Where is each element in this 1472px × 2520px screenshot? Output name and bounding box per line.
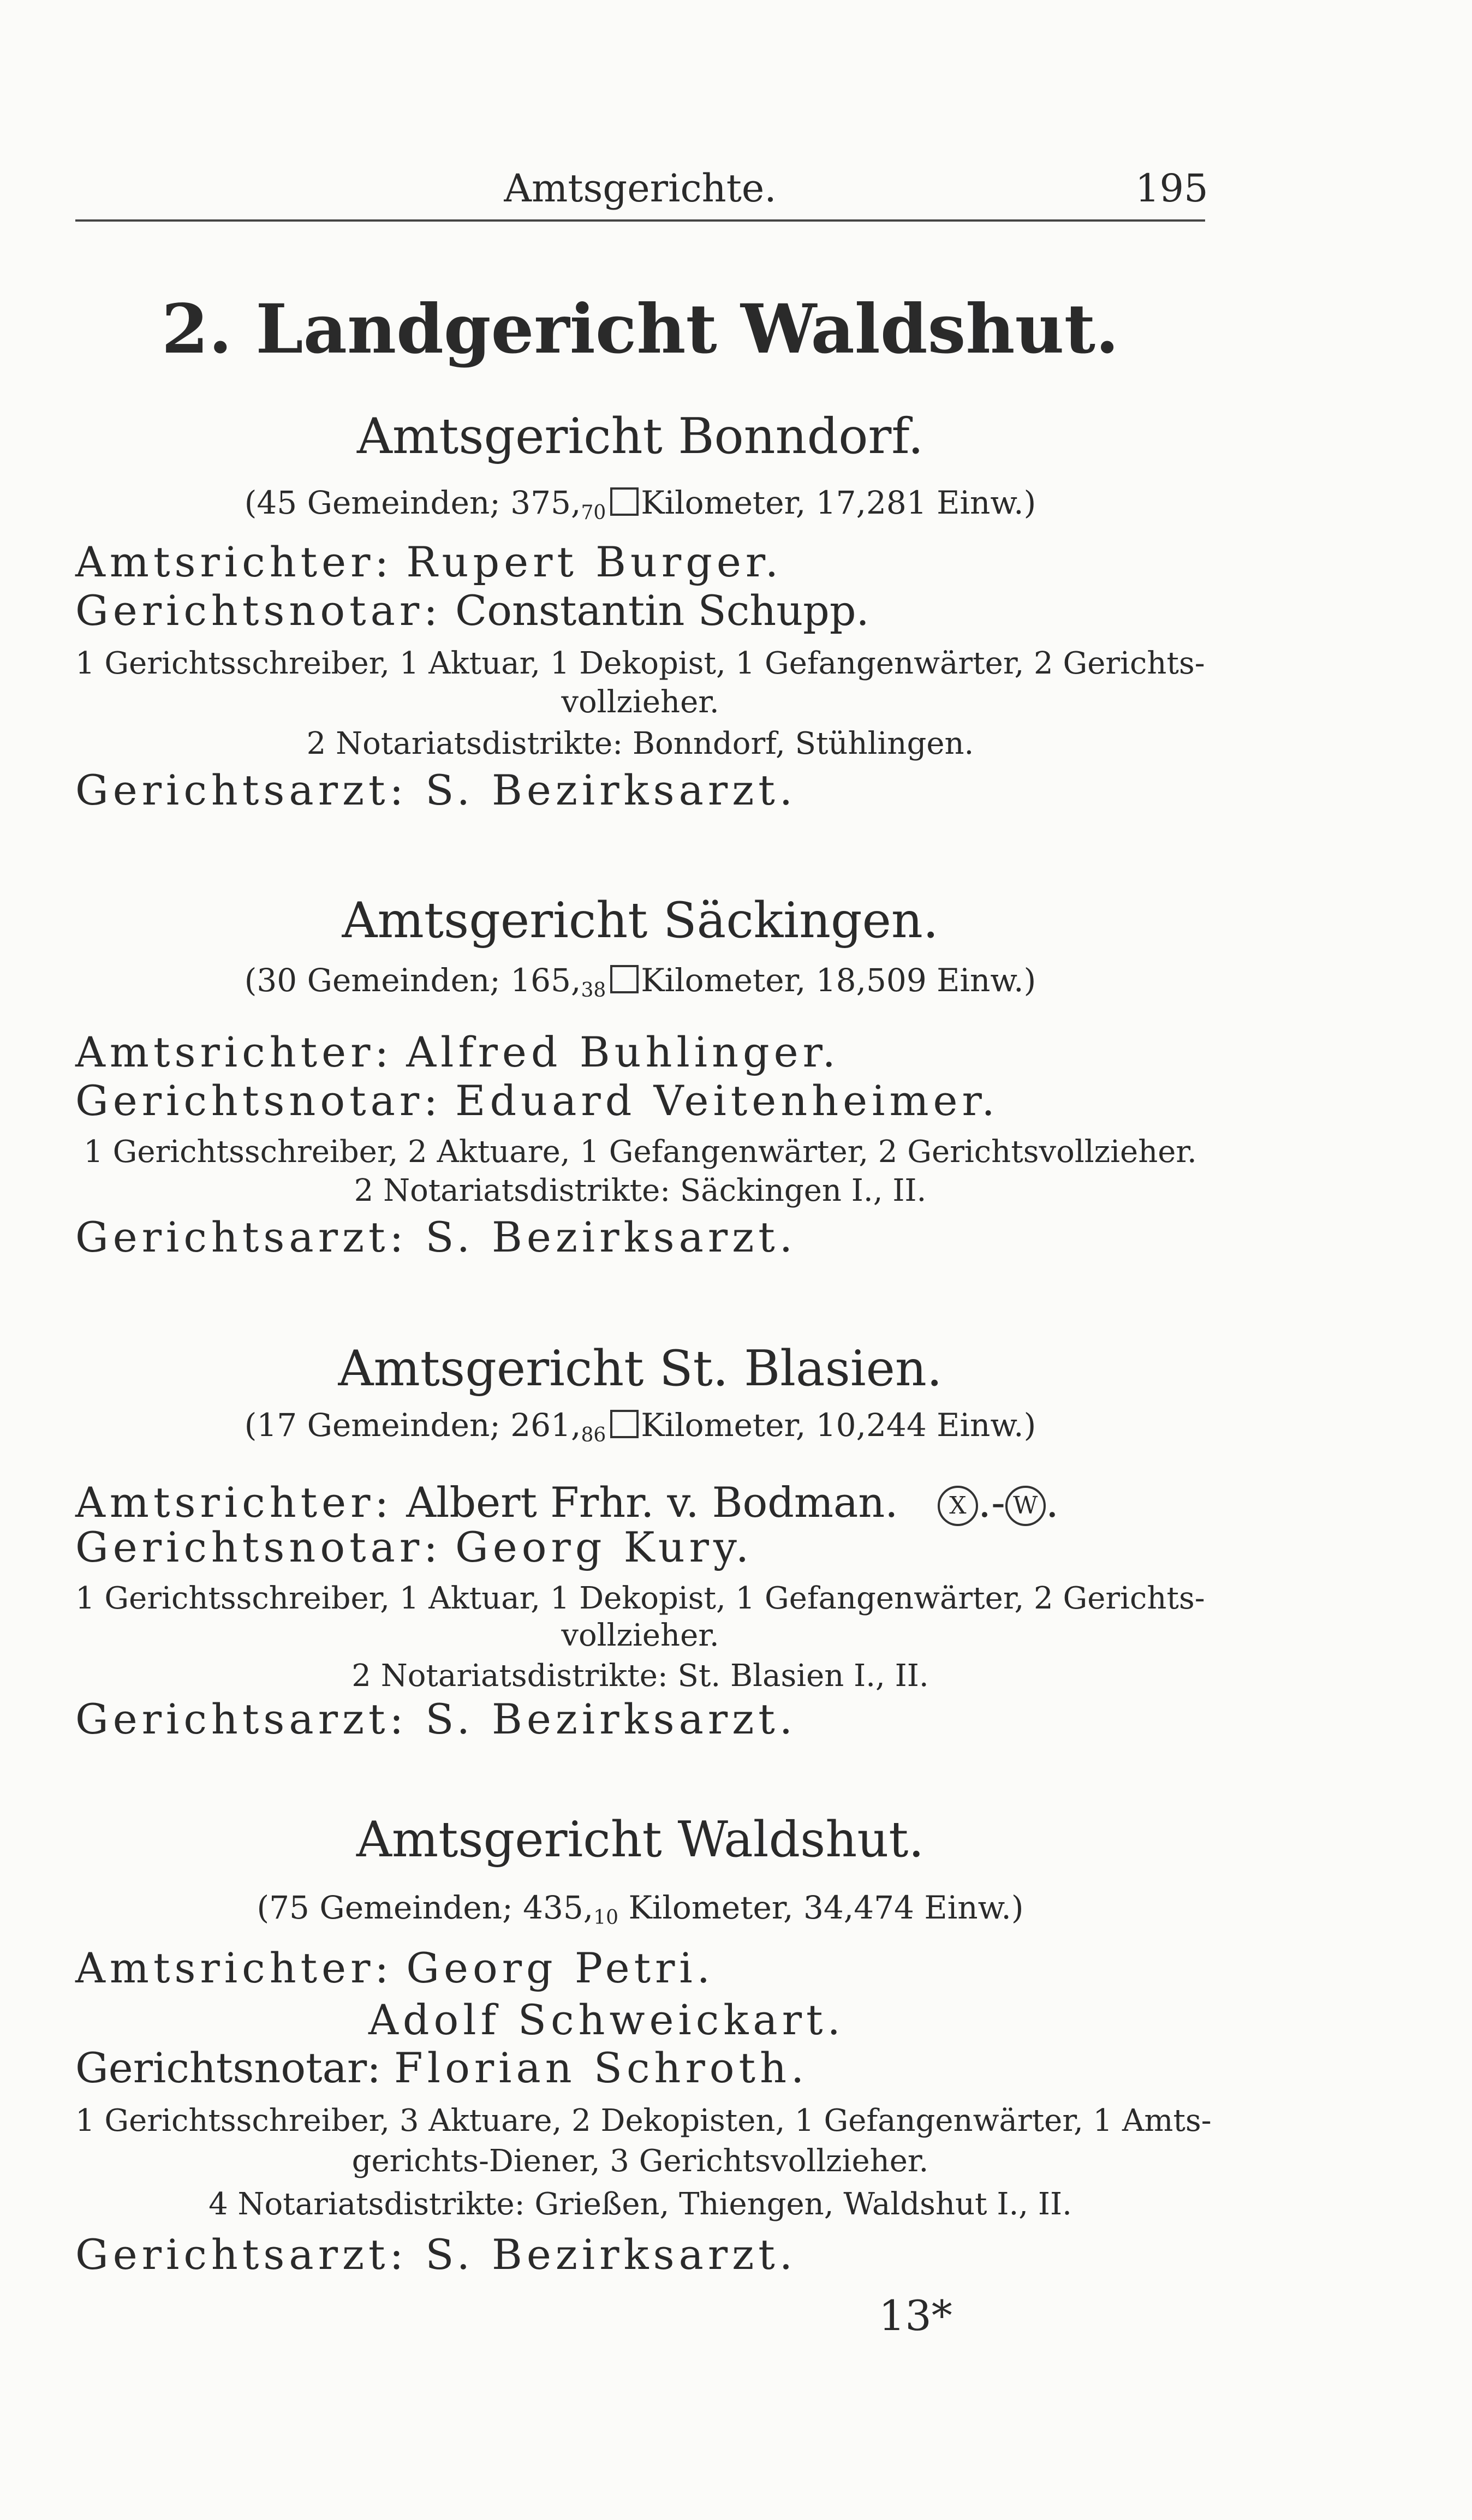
square-icon bbox=[610, 487, 639, 516]
staff-line-cont: vollzieher. bbox=[561, 1618, 719, 1653]
header-rule bbox=[75, 219, 1205, 222]
section-heading: Amtsgericht Waldshut. bbox=[356, 1811, 925, 1868]
notary-line: Gerichtsnotar: Georg Kury. bbox=[75, 1523, 754, 1571]
section-stats: (45 Gemeinden; $375,_{70}$ Kilometer, 17,281 Einw.) bbox=[244, 484, 1036, 524]
districts-line: 2 Notariatsdistrikte: Bonndorf, Stühlingen. bbox=[306, 726, 974, 761]
staff-line-cont: gerichts-Diener, 3 Gerichtsvollzieher. bbox=[351, 2143, 929, 2179]
signature-mark: 13* bbox=[879, 2291, 952, 2340]
districts-line: 2 Notariatsdistrikte: Säckingen I., II. bbox=[354, 1173, 927, 1208]
notary-line: Gerichtsnotar: Florian Schroth. bbox=[75, 2044, 809, 2092]
section-stats: (75 Gemeinden; $435,_{10}$ Kilometer, 34,474 Einw.) bbox=[257, 1889, 1024, 1929]
judge-line: Amtsrichter: Georg Petri. bbox=[75, 1944, 714, 1992]
section-stats: (30 Gemeinden; $165,_{38}$ Kilometer, 18,509 Einw.) bbox=[244, 962, 1036, 1002]
judge-line: Amtsrichter: Rupert Burger. bbox=[75, 538, 783, 586]
page-title: 2. Landgericht Waldshut. bbox=[161, 290, 1119, 369]
doctor-line: Gerichtsarzt: S. Bezirksarzt. bbox=[75, 2230, 797, 2279]
running-title: Amtsgerichte. bbox=[504, 166, 777, 211]
section-heading: Amtsgericht Bonndorf. bbox=[356, 408, 924, 465]
staff-line: 1 Gerichtsschreiber, 1 Aktuar, 1 Dekopist, 1 Gefangenwärter, 2 Gerichts- bbox=[75, 1581, 1205, 1616]
section-heading: Amtsgericht St. Blasien. bbox=[338, 1340, 943, 1397]
doctor-line: Gerichtsarzt: S. Bezirksarzt. bbox=[75, 1695, 797, 1743]
districts-line: 4 Notariatsdistrikte: Grießen, Thiengen, Waldshut I., II. bbox=[208, 2187, 1072, 2222]
section-heading: Amtsgericht Säckingen. bbox=[342, 892, 939, 949]
square-icon bbox=[610, 965, 639, 993]
staff-line: 1 Gerichtsschreiber, 1 Aktuar, 1 Dekopist, 1 Gefangenwärter, 2 Gerichts- bbox=[75, 646, 1205, 681]
judge-line-2: Adolf Schweickart. bbox=[368, 1995, 845, 2044]
page-number: 195 bbox=[1135, 166, 1208, 211]
section-stats: (17 Gemeinden; $261,_{86}$ Kilometer, 10,244 Einw.) bbox=[244, 1407, 1036, 1446]
doctor-line: Gerichtsarzt: S. Bezirksarzt. bbox=[75, 766, 797, 814]
judge-line: Amtsrichter: Alfred Buhlinger. bbox=[75, 1028, 840, 1076]
square-icon bbox=[610, 1410, 639, 1438]
staff-line-cont: vollzieher. bbox=[561, 684, 719, 720]
order-badge-icon: W bbox=[1005, 1486, 1046, 1526]
doctor-line: Gerichtsarzt: S. Bezirksarzt. bbox=[75, 1213, 797, 1261]
districts-line: 2 Notariatsdistrikte: St. Blasien I., II. bbox=[351, 1658, 929, 1694]
notary-line: Gerichtsnotar: Eduard Veitenheimer. bbox=[75, 1076, 999, 1125]
notary-line: Gerichtsnotar: Constantin Schupp. bbox=[75, 586, 869, 635]
staff-line: 1 Gerichtsschreiber, 2 Aktuare, 1 Gefangenwärter, 2 Gerichtsvollzieher. bbox=[84, 1134, 1197, 1170]
order-cross-icon: X bbox=[938, 1486, 978, 1526]
staff-line: 1 Gerichtsschreiber, 3 Aktuare, 2 Dekopisten, 1 Gefangenwärter, 1 Amts- bbox=[75, 2103, 1212, 2138]
judge-line: Amtsrichter: Albert Frhr. v. Bodman. X .- W . bbox=[75, 1478, 1059, 1527]
